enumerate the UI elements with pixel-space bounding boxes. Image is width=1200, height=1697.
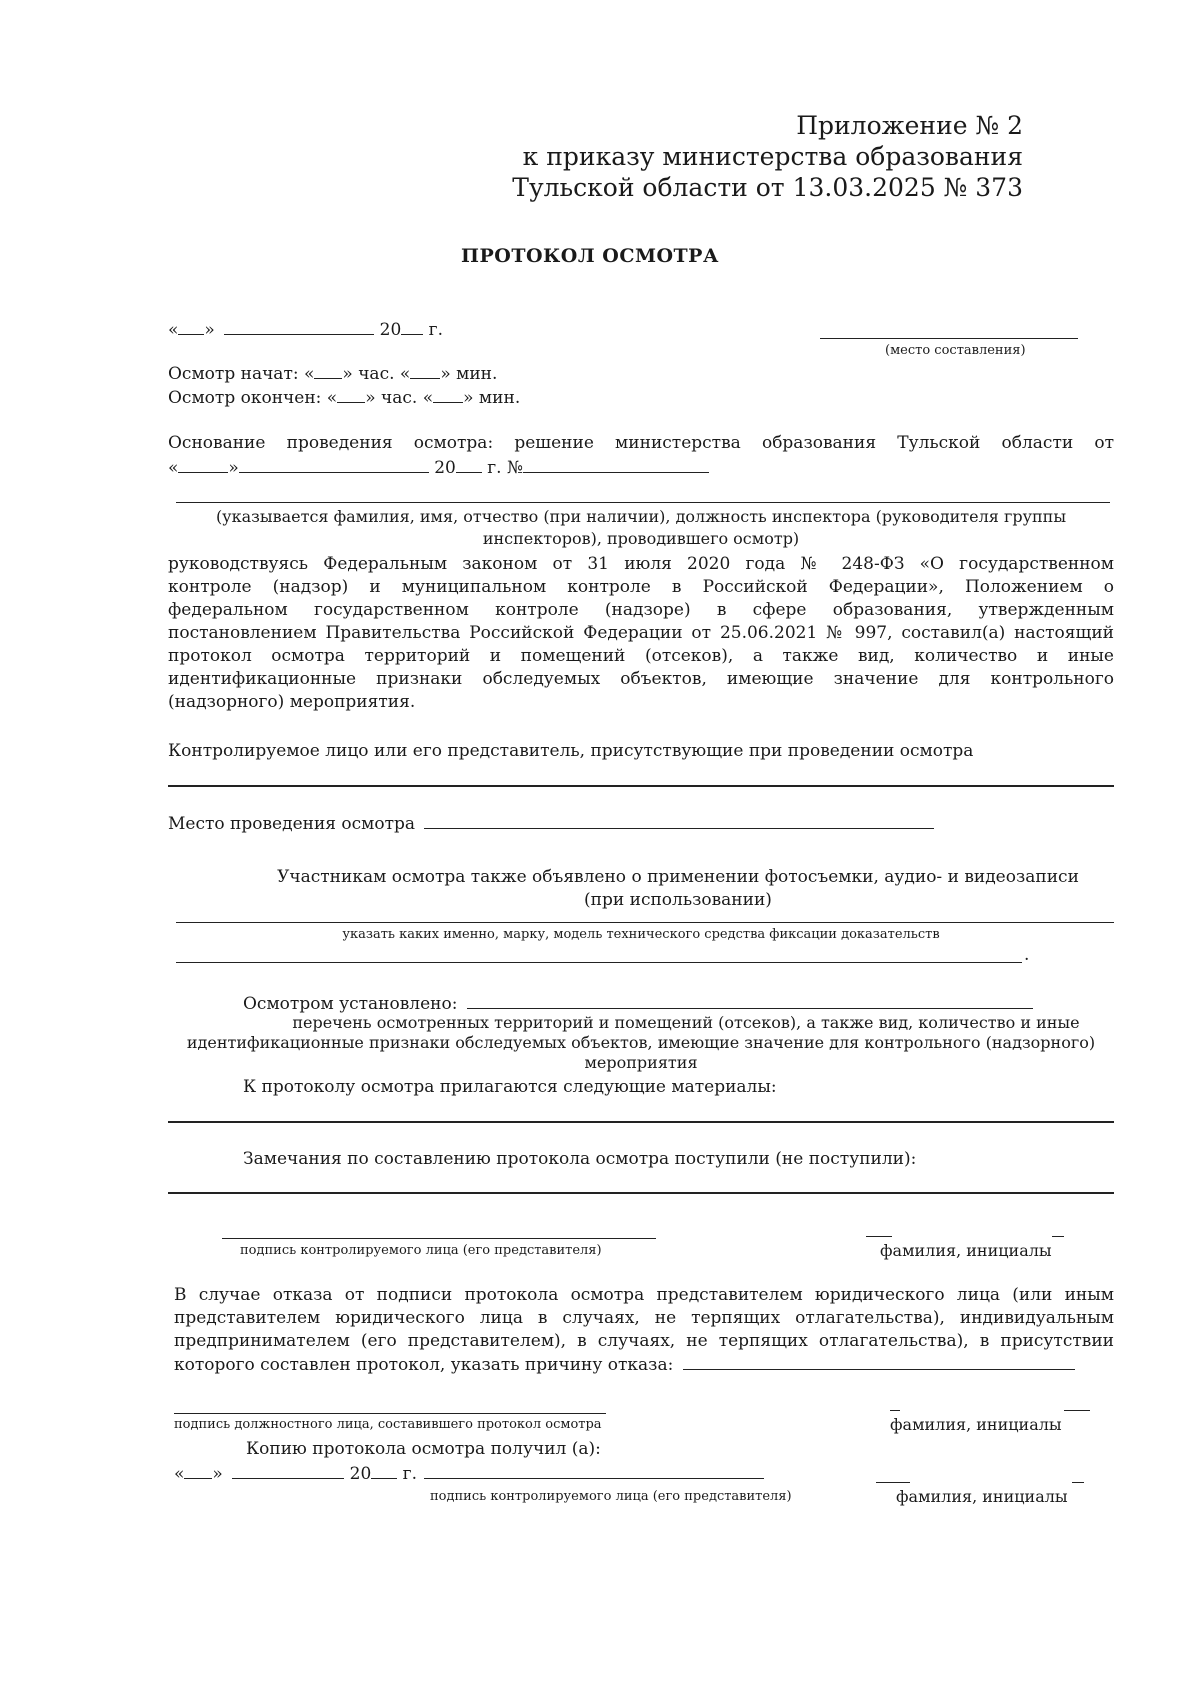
basis-year-blank[interactable]: [456, 456, 482, 473]
month-blank[interactable]: [224, 318, 374, 335]
name-dash-right-2: [1064, 1410, 1090, 1411]
basis-day-blank[interactable]: [178, 456, 228, 473]
inspection-start-row: Осмотр начат: « » час. « » мин.: [168, 364, 498, 384]
copy-day-blank[interactable]: [184, 1462, 212, 1479]
name-caption-3: фамилия, инициалы: [896, 1487, 1068, 1506]
established-caption: перечень осмотренных территорий и помещений (отсеков), а также вид, количество и иные идентификационные признаки обследуемых объектов, имеющие значение для контрольного (надзорного) мероприятия: [186, 1013, 1096, 1072]
media-caption: указать каких именно, марку, модель технического средства фиксации доказательств: [342, 927, 940, 942]
name-dash-left-1: [866, 1236, 892, 1237]
inspector-line[interactable]: [176, 502, 1110, 503]
name-dash-right-1: [1052, 1236, 1064, 1237]
inspector-caption: (указывается фамилия, имя, отчество (при наличии), должность инспектора (руководителя группы инспекторов), проводившего осмотр): [215, 507, 1067, 548]
controlled-person-label: Контролируемое лицо или его представитель, присутствующие при проведении осмотра: [168, 741, 974, 761]
remarks-label: Замечания по составлению протокола осмотра поступили (не поступили):: [243, 1149, 917, 1169]
inspection-place-blank[interactable]: [424, 812, 934, 829]
copy-signature-blank[interactable]: [424, 1462, 764, 1479]
copy-date-row: « » 20 г.: [174, 1462, 764, 1486]
date-row: « » 20 г.: [168, 320, 443, 340]
place-line[interactable]: [820, 338, 1078, 339]
header-line-3: Тульской области от 13.03.2025 № 373: [512, 173, 1023, 202]
copy-received-label: Копию протокола осмотра получил (а):: [246, 1439, 601, 1459]
materials-label: К протоколу осмотра прилагаются следующие материалы:: [243, 1077, 777, 1097]
name-dash-left-3: [876, 1482, 910, 1483]
end-minutes-blank[interactable]: [433, 386, 463, 403]
media-line-2[interactable]: [176, 962, 1022, 963]
refusal-reason-blank[interactable]: [683, 1353, 1075, 1370]
controlled-signature-line[interactable]: [222, 1238, 656, 1239]
copy-month-blank[interactable]: [232, 1462, 344, 1479]
inspection-place-row: Место проведения осмотра: [168, 812, 934, 836]
header-line-2: к приказу министерства образования: [522, 142, 1023, 171]
start-hours-blank[interactable]: [314, 362, 342, 379]
page-title: ПРОТОКОЛ ОСМОТРА: [461, 245, 719, 267]
media-end-dot: .: [1024, 945, 1030, 965]
official-signature-caption: подпись должностного лица, составившего протокол осмотра: [174, 1417, 602, 1432]
refusal-paragraph: В случае отказа от подписи протокола осмотра представителем юридического лица (или иным представителем юридического лица в случаях, не терпящих отлагательства), индивидуальным предпринимателем (его представителем), в случаях, не терпящих отлагательства), в присутствии: [174, 1285, 1114, 1351]
name-dash-left-2: [890, 1410, 900, 1411]
basis-date-row: « » 20 г. №: [168, 456, 709, 480]
name-caption-2: фамилия, инициалы: [890, 1415, 1062, 1434]
copy-year-blank[interactable]: [371, 1462, 397, 1479]
copy-signature-caption: подпись контролируемого лица (его представителя): [430, 1489, 792, 1504]
basis-paragraph: Основание проведения осмотра: решение министерства образования Тульской области от: [168, 433, 1114, 453]
controlled-signature-caption: подпись контролируемого лица (его представителя): [240, 1243, 602, 1258]
basis-month-blank[interactable]: [239, 456, 429, 473]
name-dash-right-3: [1072, 1482, 1084, 1483]
year-blank[interactable]: [401, 318, 423, 335]
established-blank[interactable]: [467, 992, 1033, 1009]
refusal-reason-row: которого составлен протокол, указать причину отказа:: [174, 1353, 1075, 1377]
materials-line[interactable]: [168, 1121, 1114, 1123]
controlled-person-line[interactable]: [168, 785, 1114, 787]
day-blank[interactable]: [178, 318, 204, 335]
appendix-header: [512, 110, 1023, 203]
name-caption-1: фамилия, инициалы: [880, 1241, 1052, 1260]
established-row: Осмотром установлено:: [243, 992, 1033, 1016]
basis-number-blank[interactable]: [523, 456, 709, 473]
end-hours-blank[interactable]: [337, 386, 365, 403]
legal-basis-paragraph: руководствуясь Федеральным законом от 31 июля 2020 года № 248-ФЗ «О государственном контроле (надзор) и муниципальном контроле в Российской Федерации», Положением о федеральном государственном контроле (надзоре) в сфере образования, утвержденным постановлением Правительства Российской Федерации от 25.06.2021 № 997, составил(а) настоящий протокол осмотра территорий и помещений (отсеков), а также вид, количество и иные идентификационные признаки обследуемых объектов, имеющие значение для контрольного (надзорного) мероприятия.: [168, 554, 1114, 712]
header-line-1: Приложение № 2: [796, 111, 1023, 140]
official-signature-line[interactable]: [174, 1413, 606, 1414]
media-notice: Участникам осмотра также объявлено о применении фотосъемки, аудио- и видеозаписи (при использовании): [277, 867, 1079, 910]
place-caption: (место составления): [885, 343, 1026, 358]
media-line-1[interactable]: [176, 922, 1114, 923]
inspection-end-row: Осмотр окончен: « » час. « » мин.: [168, 388, 521, 408]
start-minutes-blank[interactable]: [410, 362, 440, 379]
remarks-line[interactable]: [168, 1192, 1114, 1194]
